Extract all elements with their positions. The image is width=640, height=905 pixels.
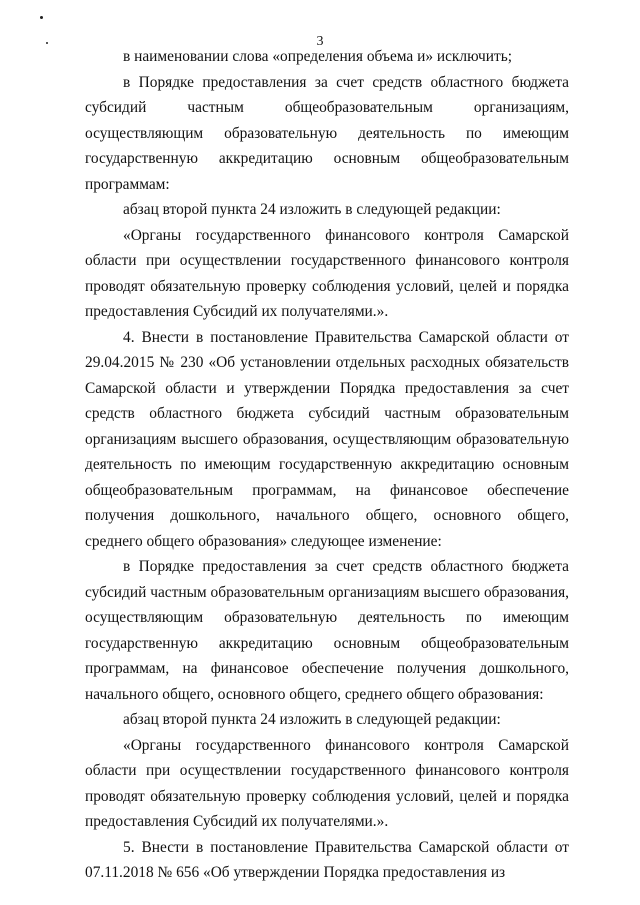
paragraph-item-4: 4. Внести в постановление Правительства Самарской области от 29.04.2015 № 230 «Об установлении отдельных расходных обязательств Самарской области и утверждении Порядка предоставления за счет средств областного бюджета субсидий частным образовательным организациям высшего образования, осуществляющим образовательную деятельность по имеющим государственную аккредитацию основным общеобразовательным программам, на финансовое обеспечение получения дошкольного, начального общего, основного общего, среднего общего образования» следующее изменение:	[85, 328, 569, 550]
paragraph-exclusion-clause: в наименовании слова «определения объема и» исключить;	[123, 48, 513, 65]
page-number: 3	[316, 34, 324, 49]
paragraph-order-general-education: в Порядке предоставления за счет средств областного бюджета субсидий частным общеобразовательным организациям, осуществляющим образовательную деятельность по имеющим государственную аккредитацию основным общеобразовательным программам:	[85, 73, 569, 193]
paragraph-order-higher-education: в Порядке предоставления за счет средств областного бюджета субсидий частным образовательным организациям высшего образования, осуществляющим образовательную деятельность по имеющим государственную аккредитацию основным общеобразовательным программам, на финансовое обеспечение получения дошкольного, начального общего, основного общего, среднего общего образования:	[85, 558, 569, 703]
paragraph-amend-24-intro-2: абзац второй пункта 24 изложить в следующей редакции:	[123, 711, 501, 728]
document-body	[85, 44, 569, 886]
paragraph-amend-24-intro: абзац второй пункта 24 изложить в следующей редакции:	[123, 201, 501, 218]
paragraph-control-bodies-quote: «Органы государственного финансового контроля Самарской области при осуществлении государственного финансового контроля проводят обязательную проверку соблюдения условий, целей и порядка предоставления Субсидий их получателями.».	[85, 226, 569, 320]
paragraph-item-5: 5. Внести в постановление Правительства Самарской области от 07.11.2018 № 656 «Об утверждении Порядка предоставления из	[85, 838, 569, 881]
paragraph-control-bodies-quote-2: «Органы государственного финансового контроля Самарской области при осуществлении государственного финансового контроля проводят обязательную проверку соблюдения условий, целей и порядка предоставления Субсидий их получателями.».	[85, 736, 569, 830]
scan-speck-mark	[40, 16, 43, 19]
